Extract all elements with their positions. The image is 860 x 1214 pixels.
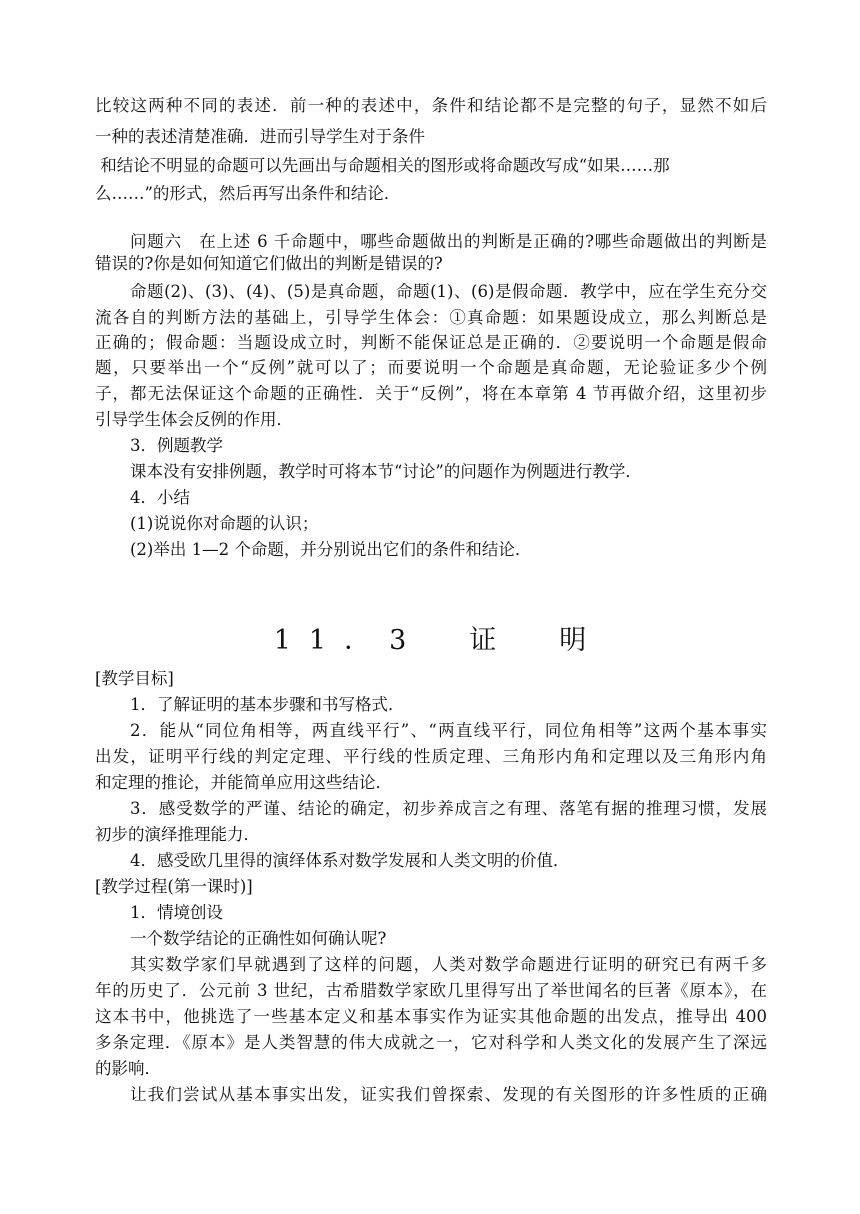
list-item: 2．能从“同位角相等，两直线平行”、“两直线平行，同位角相等”这两个基本事实 (130, 721, 767, 740)
list-item: (2)举出 1—2 个命题，并分别说出它们的条件和结论． (130, 540, 532, 559)
paragraph-line: 流各自的判断方法的基础上，引导学生体会：①真命题：如果题设成立，那么判断总是 (95, 308, 767, 327)
list-item: (1)说说你对命题的认识； (130, 514, 319, 533)
paragraph-line: 和结论不明显的命题可以先画出与命题相关的图形或将命题改写成“如果……那 (95, 156, 670, 175)
section-heading: 3．例题教学 (130, 436, 223, 455)
paragraph-line: 题，只要举出一个“反例”就可以了；而要说明一个命题是真命题，无论验证多少个例 (95, 358, 767, 377)
paragraph-line: 和定理的推论，并能简单应用这些结论． (95, 773, 392, 792)
subsection-label: [教学过程(第一课时)] (95, 877, 253, 896)
section-heading: 1．情境创设 (130, 903, 223, 922)
section-heading: 4．小结 (130, 488, 190, 507)
paragraph-line: 课本没有安排例题，教学时可将本节“讨论”的问题作为例题进行教学． (130, 462, 642, 481)
paragraph-line: 初步的演绎推理能力． (95, 825, 260, 844)
paragraph-line: 让我们尝试从基本事实出发，证实我们曾探索、发现的有关图形的许多性质的正确 (130, 1085, 767, 1104)
paragraph-line: 问题六 在上述 6 千命题中，哪些命题做出的判断是正确的?哪些命题做出的判断是 (130, 232, 767, 251)
list-item: 1．了解证明的基本步骤和书写格式． (130, 695, 405, 714)
paragraph-line: 一种的表述清楚准确．进而引导学生对于条件 (95, 127, 425, 146)
paragraph-line: 比较这两种不同的表述．前一种的表述中，条件和结论都不是完整的句子，显然不如后 (95, 96, 767, 115)
paragraph-line: 年的历史了．公元前 3 世纪，古希腊数学家欧几里得写出了举世闻名的巨著《原本》，在 (95, 981, 767, 1000)
paragraph-line: 正确的；假命题：当题设成立时，判断不能保证总是正确的．②要说明一个命题是假命 (95, 333, 767, 352)
list-item: 3．感受数学的严谨、结论的确定，初步养成言之有理、落笔有据的推理习惯，发展 (130, 799, 767, 818)
paragraph-line: 么……”的形式，然后再写出条件和结论． (95, 184, 401, 203)
paragraph-line: 子，都无法保证这个命题的正确性．关于“反例”，将在本章第 4 节再做介绍，这里初步 (95, 384, 767, 403)
paragraph-line: 多条定理．《原本》是人类智慧的伟大成就之一，它对科学和人类文化的发展产生了深远 (95, 1033, 767, 1052)
paragraph-line: 的影响． (95, 1059, 161, 1078)
paragraph-line: 引导学生体会反例的作用． (95, 410, 293, 429)
subsection-label: [教学目标] (95, 669, 174, 688)
section-title: 11．3 证 明 (273, 625, 605, 656)
list-item: 4．感受欧几里得的演绎体系对数学发展和人类文明的价值． (130, 851, 570, 870)
paragraph-line: 错误的?你是如何知道它们做出的判断是错误的? (95, 254, 443, 273)
paragraph-line: 一个数学结论的正确性如何确认呢? (130, 929, 387, 948)
paragraph-line: 出发，证明平行线的判定定理、平行线的性质定理、三角形内角和定理以及三角形内角 (95, 747, 767, 766)
paragraph-line: 其实数学家们早就遇到了这样的问题，人类对数学命题进行证明的研究已有两千多 (130, 955, 767, 974)
paragraph-line: 这本书中，他挑选了一些基本定义和基本事实作为证实其他命题的出发点，推导出 400 (95, 1007, 767, 1026)
paragraph-line: 命题(2)、(3)、(4)、(5)是真命题，命题(1)、(6)是假命题．教学中，应在学生充分交 (130, 282, 767, 301)
